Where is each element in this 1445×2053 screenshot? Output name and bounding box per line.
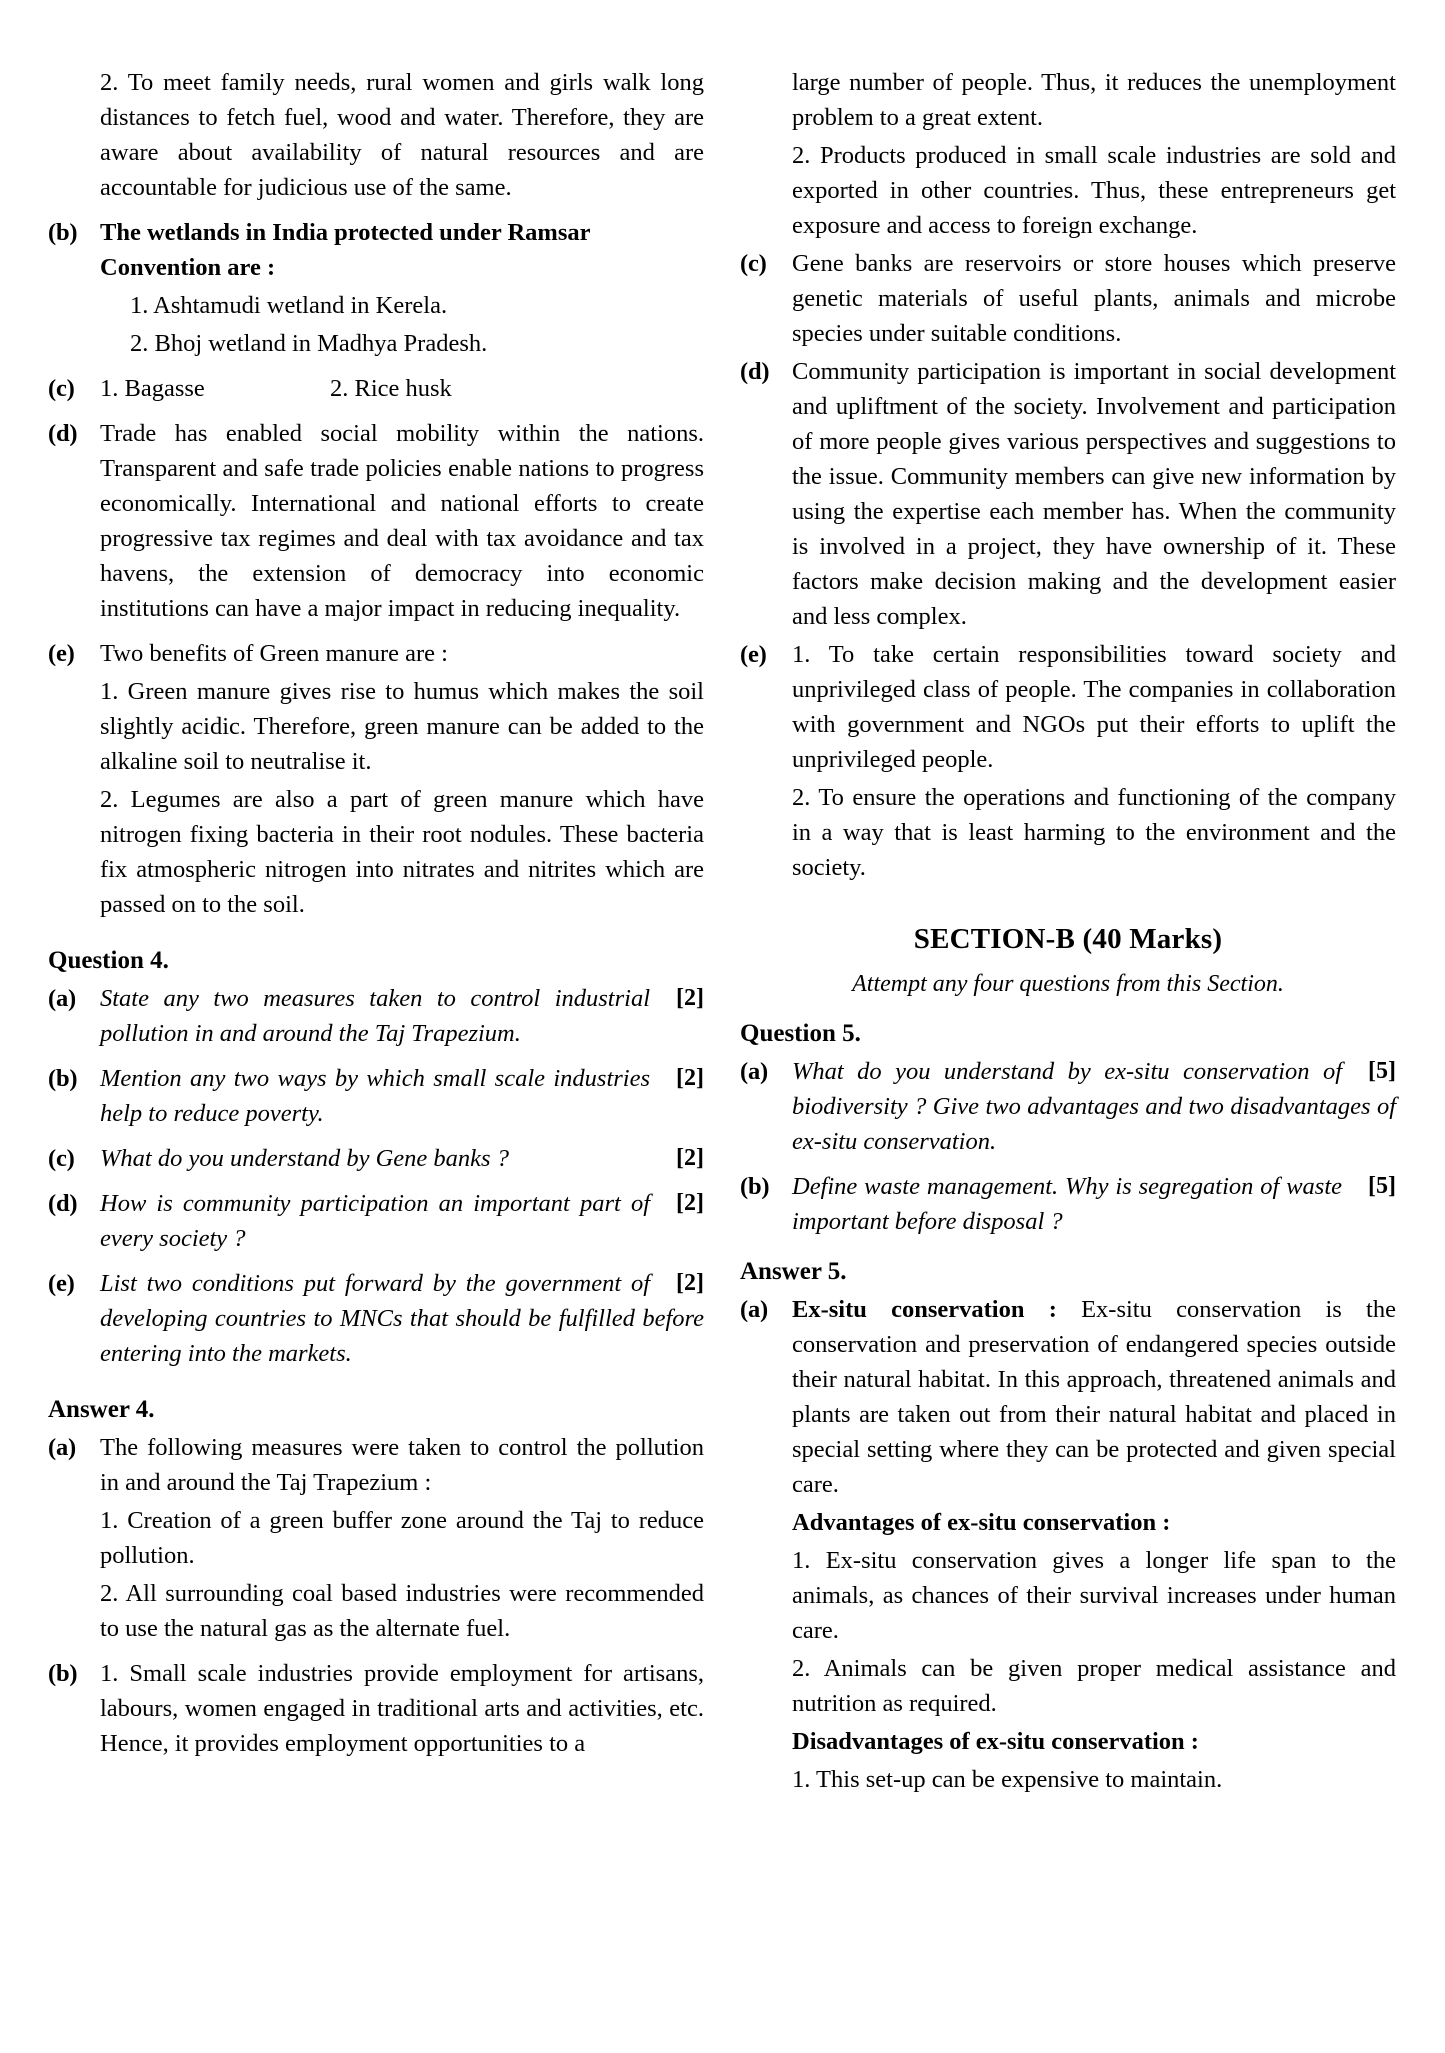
question4-b-body [100, 1061, 704, 1131]
question4-a-text: State any two measures taken to control industrial pollution in and around the Taj Trapezium. [100, 985, 651, 1047]
answer3-d-label: (d) [48, 420, 78, 447]
answer4-a-point2-row [48, 1576, 704, 1646]
question4-item-d [48, 1186, 704, 1256]
answer5-a-label: (a) [740, 1296, 768, 1323]
answer4-c-label: (c) [740, 250, 767, 277]
answer3-b-point2-row [48, 326, 704, 361]
answer5-disadvantages-heading: Disadvantages of ex-situ conservation : [792, 1728, 1199, 1755]
question4-item-a [48, 981, 704, 1051]
answer4-a-intro: The following measures were taken to control the pollution in and around the Taj Trapezium : [100, 1434, 704, 1496]
answer3-b-heading: The wetlands in India protected under Ramsar Convention are : [100, 219, 591, 281]
answer5-disadvantage1-row [740, 1762, 1396, 1797]
answer3-d-row [48, 416, 704, 626]
question4-b-text: Mention any two ways by which small scale industries help to reduce poverty. [100, 1065, 651, 1127]
answer5-advantage1-row [740, 1543, 1396, 1648]
answer4-e-point2: 2. To ensure the operations and functioning of the company in a way that is least harming to the environment and the society. [792, 784, 1396, 881]
question4-a-label: (a) [48, 985, 76, 1012]
answer4-e-label: (e) [740, 641, 767, 668]
answer3-c-row [48, 371, 704, 406]
question5-heading: Question 5. [740, 1020, 861, 1047]
question4-e-marks: [2] [676, 1270, 704, 1296]
answer4-b-label: (b) [48, 1660, 78, 1687]
question5-b-body [792, 1169, 1396, 1239]
answer5-a-definition: Ex-situ conservation is the conservation and preservation of endangered species outside their natural habitat. In this approach, threatened animals and plants are taken out from their natural habitat and placed in special setting where they can be protected and given special care. [792, 1296, 1396, 1498]
answer5-advantages-heading: Advantages of ex-situ conservation : [792, 1509, 1171, 1536]
answer5-advantage2: 2. Animals can be given proper medical assistance and nutrition as required. [792, 1655, 1396, 1717]
answer4-e-row [740, 637, 1396, 777]
answer3-e-point1: 1. Green manure gives rise to humus which makes the soil slightly acidic. Therefore, green manure can be added to the alkaline soil to neutralise it. [100, 678, 704, 775]
answer3-b-label: (b) [48, 219, 78, 246]
answer3-e-point1-row [48, 674, 704, 779]
answer4-a-label: (a) [48, 1434, 76, 1461]
question4-d-body [100, 1186, 704, 1256]
answer4-d-label: (d) [740, 358, 770, 385]
question4-b-label: (b) [48, 1065, 78, 1092]
answer4-a-point1: 1. Creation of a green buffer zone around the Taj to reduce pollution. [100, 1507, 704, 1569]
answer3-e-heading: Two benefits of Green manure are : [100, 640, 448, 667]
question4-e-text: List two conditions put forward by the government of developing countries to MNCs that should be fulfilled before entering into the markets. [100, 1270, 704, 1367]
answer3-b-point1-body [100, 288, 704, 323]
answer3-c-body [100, 371, 704, 406]
question4-d-marks: [2] [676, 1190, 704, 1216]
answer3-e-row [48, 636, 704, 671]
answer5-heading: Answer 5. [740, 1258, 847, 1285]
answer3-b-point2: 2. Bhoj wetland in Madhya Pradesh. [130, 330, 488, 357]
answer4-c-text: Gene banks are reservoirs or store houses which preserve genetic materials of useful plants, animals and microbe species under suitable conditions. [792, 250, 1396, 347]
answer4-b-cont2-row [740, 138, 1396, 243]
answer3-item2-row [48, 65, 704, 205]
answer4-e-point1: 1. To take certain responsibilities toward society and unprivileged class of people. The companies in collaboration with government and NGOs put their efforts to uplift the unprivileged people. [792, 641, 1396, 773]
answer4-b-cont1: large number of people. Thus, it reduces the unemployment problem to a great extent. [792, 69, 1396, 131]
answer4-b-cont2: 2. Products produced in small scale industries are sold and exported in other countries. Thus, these entrepreneurs get exposure and access to foreign exchange. [792, 142, 1396, 239]
question5-a-text: What do you understand by ex-situ conservation of biodiversity ? Give two advantages and two disadvantages of ex-situ conservation. [792, 1058, 1396, 1155]
two-column-layout [48, 62, 1397, 1797]
answer5-a-term: Ex-situ conservation : [792, 1296, 1057, 1323]
question4-c-label: (c) [48, 1145, 75, 1172]
question4-d-text: How is community participation an important part of every society ? [100, 1190, 651, 1252]
left-column [48, 62, 704, 1761]
answer5-a-row [740, 1292, 1396, 1502]
answer3-e-point2-row [48, 782, 704, 922]
question5-a-body [792, 1054, 1396, 1159]
answer4-b-row [48, 1656, 704, 1761]
question4-b-marks: [2] [676, 1065, 704, 1091]
right-column [740, 62, 1396, 1797]
answer5-advantage2-row [740, 1651, 1396, 1721]
answer4-d-row [740, 354, 1396, 634]
answer3-d-text: Trade has enabled social mobility within the nations. Transparent and safe trade policies enable nations to progress economically. International and national efforts to create progressive tax regimes and deal with tax avoidance and tax havens, the extension of democracy into economic institutions can have a major impact in reducing inequality. [100, 420, 704, 622]
answer4-a-row [48, 1430, 704, 1500]
question5-a-label: (a) [740, 1058, 768, 1085]
question4-e-body [100, 1266, 704, 1371]
question5-item-a [740, 1054, 1396, 1159]
answer3-c-points [100, 371, 704, 406]
answer4-a-point2: 2. All surrounding coal based industries were recommended to use the natural gas as the alternate fuel. [100, 1580, 704, 1642]
question4-item-c [48, 1141, 704, 1176]
question4-c-text: What do you understand by Gene banks ? [100, 1145, 509, 1172]
answer3-b-body [100, 215, 704, 285]
answer4-e-point2-row [740, 780, 1396, 885]
question5-item-b [740, 1169, 1396, 1239]
question4-d-label: (d) [48, 1190, 78, 1217]
question4-c-body [100, 1141, 704, 1176]
answer4-d-text: Community participation is important in social development and upliftment of the society. Involvement and participation of more people gives various perspectives and suggestions to the issue. Community members can give new information by using the expertise each member has. When the community is involved in a project, they have ownership of it. These factors make decision making and the development easier and less complex. [792, 358, 1396, 630]
section-b-instruction: Attempt any four questions from this Section. [852, 971, 1284, 997]
answer4-heading: Answer 4. [48, 1396, 155, 1423]
question4-heading: Question 4. [48, 947, 169, 974]
question4-e-label: (e) [48, 1270, 75, 1297]
answer5-advantages-heading-body [792, 1505, 1396, 1540]
answer5-disadvantages-heading-row [740, 1724, 1396, 1759]
answer3-c-label: (c) [48, 375, 75, 402]
question4-a-marks: [2] [676, 985, 704, 1011]
answer5-advantages-heading-row [740, 1505, 1396, 1540]
answer5-a-body [792, 1292, 1396, 1502]
answer3-e-point2: 2. Legumes are also a part of green manure which have nitrogen fixing bacteria in their root nodules. These bacteria fix atmospheric nitrogen into nitrates and nitrites which are passed on to the soil. [100, 786, 704, 918]
question4-item-e [48, 1266, 704, 1371]
answer3-c-point2: 2. Rice husk [330, 375, 452, 402]
answer4-a-point1-row [48, 1503, 704, 1573]
answer5-disadvantage1: 1. This set-up can be expensive to maintain. [792, 1766, 1223, 1793]
question4-a-body [100, 981, 704, 1051]
question5-b-label: (b) [740, 1173, 770, 1200]
answer3-c-point1: 1. Bagasse [100, 375, 205, 402]
question4-c-marks: [2] [676, 1145, 704, 1171]
question5-a-marks: [5] [1368, 1058, 1396, 1084]
answer3-item2-text: 2. To meet family needs, rural women and girls walk long distances to fetch fuel, wood and water. Therefore, they are aware about availability of natural resources and are accountable for judicious use of the same. [100, 69, 704, 201]
section-b-title: SECTION-B (40 Marks) [913, 923, 1223, 955]
answer3-b-point2-body [100, 326, 704, 361]
question5-b-marks: [5] [1368, 1173, 1396, 1199]
answer4-c-row [740, 246, 1396, 351]
answer3-e-label: (e) [48, 640, 75, 667]
answer4-b-point1: 1. Small scale industries provide employment for artisans, labours, women engaged in traditional arts and activities, etc. Hence, it provides employment opportunities to a [100, 1660, 704, 1757]
answer3-b-row [48, 215, 704, 285]
question4-item-b [48, 1061, 704, 1131]
answer5-advantage1: 1. Ex-situ conservation gives a longer life span to the animals, as chances of their survival increases under human care. [792, 1547, 1396, 1644]
answer4-b-cont1-row [740, 65, 1396, 135]
question5-b-text: Define waste management. Why is segregation of waste important before disposal ? [792, 1173, 1343, 1235]
answer5-disadvantages-heading-body [792, 1724, 1396, 1759]
answer3-b-point1-row [48, 288, 704, 323]
answer3-b-point1: 1. Ashtamudi wetland in Kerela. [130, 292, 448, 319]
